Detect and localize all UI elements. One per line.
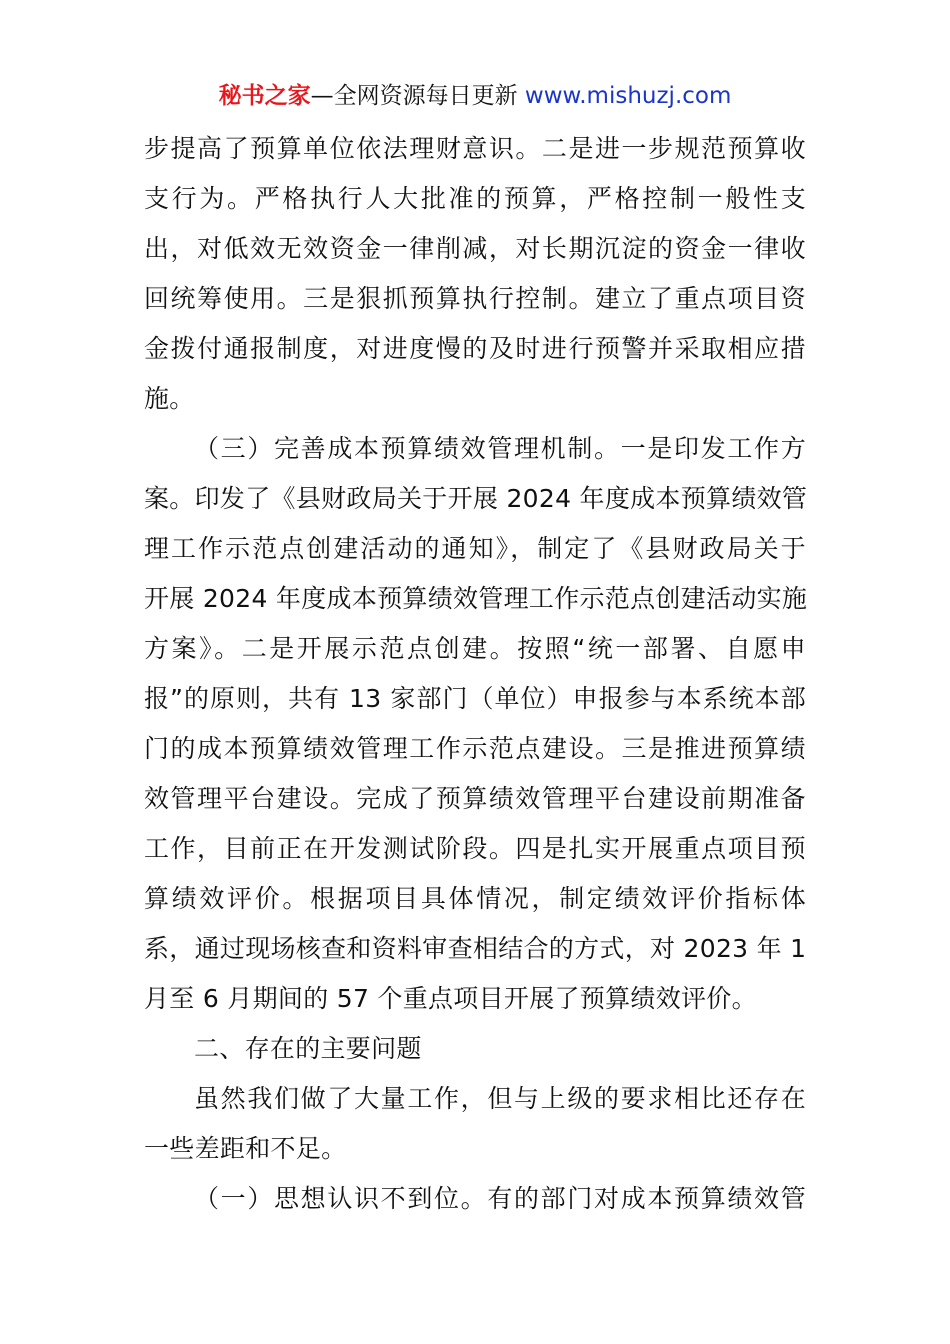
text-line: 回统筹使用。三是狠抓预算执行控制。建立了重点项目资 xyxy=(144,284,806,313)
text-line: 支行为。严格执行人大批准的预算，严格控制一般性支 xyxy=(144,184,806,213)
text-line: 工作，目前正在开发测试阶段。四是扎实开展重点项目预 xyxy=(144,834,806,863)
site-url[interactable]: www.mishuzj.com xyxy=(524,83,732,109)
brand-name: 秘书之家 xyxy=(218,83,311,109)
text-line: 系，通过现场核查和资料审查相结合的方式，对 2023 年 1 xyxy=(144,934,807,963)
text-line: 效管理平台建设。完成了预算绩效管理平台建设前期准备 xyxy=(144,784,806,813)
text-line: 二、存在的主要问题 xyxy=(194,1034,422,1063)
text-line: 方案》。二是开展示范点创建。按照“统一部署、自愿申 xyxy=(144,634,806,663)
text-line: 一些差距和不足。 xyxy=(144,1134,347,1163)
text-line: 算绩效评价。根据项目具体情况，制定绩效评价指标体 xyxy=(144,884,806,913)
text-line: （三）完善成本预算绩效管理机制。一是印发工作方 xyxy=(194,434,806,463)
text-line: 门的成本预算绩效管理工作示范点建设。三是推进预算绩 xyxy=(144,734,806,763)
text-line: 开展 2024 年度成本预算绩效管理工作示范点创建活动实施 xyxy=(144,584,808,613)
text-line: （一）思想认识不到位。有的部门对成本预算绩效管 xyxy=(194,1184,806,1213)
text-line: 虽然我们做了大量工作，但与上级的要求相比还存在 xyxy=(194,1084,806,1113)
text-line: 步提高了预算单位依法理财意识。二是进一步规范预算收 xyxy=(144,134,806,163)
text-line: 施。 xyxy=(144,384,195,413)
header-tagline: —全网资源每日更新 xyxy=(310,83,525,109)
text-line: 理工作示范点创建活动的通知》，制定了《县财政局关于 xyxy=(144,534,806,563)
text-line: 出，对低效无效资金一律削减，对长期沉淀的资金一律收 xyxy=(144,234,806,263)
text-line: 案。印发了《县财政局关于开展 2024 年度成本预算绩效管 xyxy=(144,484,808,513)
text-line: 月至 6 月期间的 57 个重点项目开展了预算绩效评价。 xyxy=(144,984,757,1013)
page-header xyxy=(0,80,950,112)
text-line: 金拨付通报制度，对进度慢的及时进行预警并采取相应措 xyxy=(144,334,806,363)
document-body xyxy=(144,124,806,1224)
text-line: 报”的原则，共有 13 家部门（单位）申报参与本系统本部 xyxy=(144,684,806,713)
